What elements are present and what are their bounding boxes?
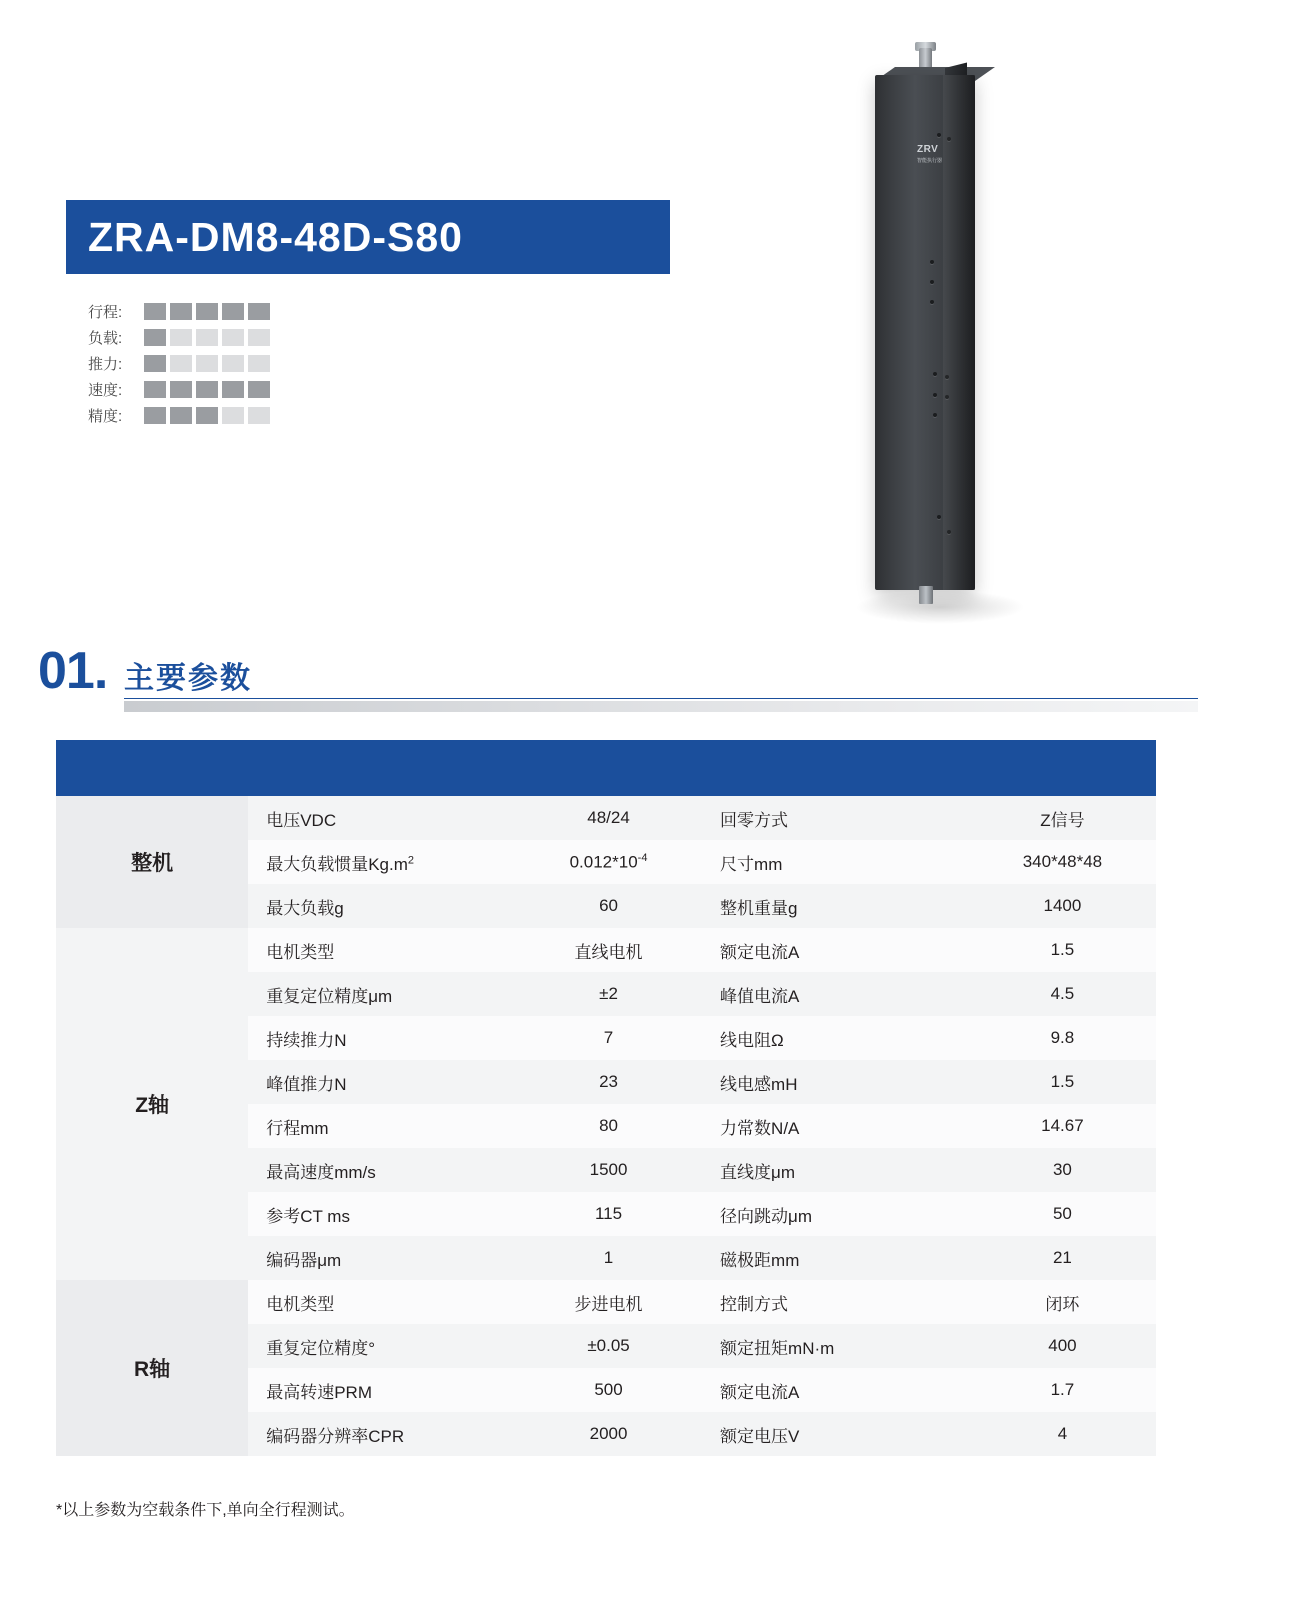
param-label: 磁极距mm xyxy=(702,1236,969,1280)
rating-block-filled xyxy=(144,355,166,372)
param-label: 线电感mH xyxy=(702,1060,969,1104)
param-value: 1.5 xyxy=(969,1060,1156,1104)
rating-label: 精度: xyxy=(88,407,123,425)
rating-block-filled xyxy=(248,303,270,320)
table-row xyxy=(56,928,1156,972)
section-title: 主要参数 xyxy=(124,662,252,695)
rating-block-empty xyxy=(170,329,192,346)
product-model-title: ZRA-DM8-48D-S80 xyxy=(88,213,463,260)
rating-block-filled xyxy=(196,381,218,398)
rating-label: 行程: xyxy=(88,303,123,321)
shaft-bottom xyxy=(919,586,933,604)
rating-label: 推力: xyxy=(88,355,123,373)
param-value: 21 xyxy=(969,1236,1156,1280)
screw-hole-icon xyxy=(937,515,941,519)
rating-block-filled xyxy=(144,329,166,346)
superscript: 2 xyxy=(407,853,415,866)
param-label: 编码器分辨率CPR xyxy=(248,1412,515,1456)
footnote: *以上参数为空载条件下,单向全行程测试。 xyxy=(56,1502,355,1519)
header-model-value xyxy=(248,740,1156,796)
param-label: 整机重量g xyxy=(702,884,969,928)
param-value: Z信号 xyxy=(969,796,1156,840)
section-number: 01. xyxy=(38,642,108,700)
param-label: 电压VDC xyxy=(248,796,515,840)
param-value: 闭环 xyxy=(969,1280,1156,1324)
param-value: 直线电机 xyxy=(515,928,702,972)
rating-label: 速度: xyxy=(88,381,123,399)
param-value: 500 xyxy=(515,1368,702,1412)
param-label: 最高转速PRM xyxy=(248,1368,515,1412)
param-value: 2000 xyxy=(515,1412,702,1456)
param-value: 60 xyxy=(515,884,702,928)
param-value: 步进电机 xyxy=(515,1280,702,1324)
param-value: 1400 xyxy=(969,884,1156,928)
param-label: 线电阻Ω xyxy=(702,1016,969,1060)
table-group-label: R轴 xyxy=(56,1280,248,1456)
product-title-banner xyxy=(66,200,670,274)
parameter-table xyxy=(56,740,1156,1456)
brand-logo-text: ZRV xyxy=(917,144,939,155)
rating-blocks xyxy=(144,381,270,398)
table-row xyxy=(56,1280,1156,1324)
product-image xyxy=(845,20,1045,620)
section-rule-thin xyxy=(124,698,1198,699)
rating-block-filled xyxy=(170,381,192,398)
rating-block-empty xyxy=(248,407,270,424)
rating-block-filled xyxy=(170,303,192,320)
rating-block-empty xyxy=(222,355,244,372)
table-header-row xyxy=(56,740,1156,796)
param-label: 额定电流A xyxy=(702,1368,969,1412)
screw-hole-icon xyxy=(947,530,951,534)
brand-logo-subtext: 智能执行器 xyxy=(917,158,943,164)
rating-block-filled xyxy=(144,407,166,424)
screw-hole-icon xyxy=(933,413,937,417)
screw-hole-icon xyxy=(947,137,951,141)
rating-blocks xyxy=(144,355,270,372)
param-label: 额定电压V xyxy=(702,1412,969,1456)
screw-hole-icon xyxy=(933,372,937,376)
screw-hole-icon xyxy=(930,260,934,264)
param-label: 最大负载g xyxy=(248,884,515,928)
param-label: 最大负载惯量$Kg.m^2$ xyxy=(248,840,515,884)
superscript: -4 xyxy=(637,851,648,864)
param-value: 1.7 xyxy=(969,1368,1156,1412)
product-shadow xyxy=(855,590,1025,624)
table-row xyxy=(56,796,1156,840)
rating-block-filled xyxy=(248,381,270,398)
param-label: 控制方式 xyxy=(702,1280,969,1324)
rating-block-empty xyxy=(196,355,218,372)
param-value: $0.012*10^{-4}$ xyxy=(515,840,702,884)
param-value: 30 xyxy=(969,1148,1156,1192)
parameter-table-body xyxy=(56,740,1156,1456)
rating-block-empty xyxy=(248,329,270,346)
param-value: ±0.05 xyxy=(515,1324,702,1368)
rating-block-filled xyxy=(144,381,166,398)
rating-block-filled xyxy=(170,407,192,424)
param-value: 115 xyxy=(515,1192,702,1236)
param-label: 最高速度mm/s xyxy=(248,1148,515,1192)
param-value: 4 xyxy=(969,1412,1156,1456)
rating-block-empty xyxy=(222,407,244,424)
param-label: 电机类型 xyxy=(248,928,515,972)
param-label: 额定扭矩mN·m xyxy=(702,1324,969,1368)
rating-block-filled xyxy=(222,381,244,398)
param-value: 48/24 xyxy=(515,796,702,840)
rating-block-filled xyxy=(144,303,166,320)
param-label: 参考CT ms xyxy=(248,1192,515,1236)
param-label: 编码器μm xyxy=(248,1236,515,1280)
rating-label: 负载: xyxy=(88,329,123,347)
rating-list xyxy=(88,298,348,428)
rating-blocks xyxy=(144,329,270,346)
brand-logo xyxy=(917,145,951,167)
param-label: 尺寸mm xyxy=(702,840,969,884)
rating-row xyxy=(88,376,348,402)
param-value: ±2 xyxy=(515,972,702,1016)
table-group-label: 整机 xyxy=(56,796,248,928)
param-value: 4.5 xyxy=(969,972,1156,1016)
param-label: 重复定位精度μm xyxy=(248,972,515,1016)
screw-hole-icon xyxy=(933,393,937,397)
screw-hole-icon xyxy=(945,395,949,399)
param-value: 23 xyxy=(515,1060,702,1104)
rating-block-empty xyxy=(170,355,192,372)
param-label: 回零方式 xyxy=(702,796,969,840)
param-value: 7 xyxy=(515,1016,702,1060)
rating-block-filled xyxy=(196,407,218,424)
rating-block-filled xyxy=(196,303,218,320)
screw-hole-icon xyxy=(930,280,934,284)
param-label: 持续推力N xyxy=(248,1016,515,1060)
rating-block-empty xyxy=(222,329,244,346)
param-value: 50 xyxy=(969,1192,1156,1236)
section-rule-thick xyxy=(124,701,1198,712)
param-label: 径向跳动μm xyxy=(702,1192,969,1236)
param-value: 340*48*48 xyxy=(969,840,1156,884)
table-group-label: Z轴 xyxy=(56,928,248,1280)
screw-hole-icon xyxy=(930,300,934,304)
rating-blocks xyxy=(144,303,270,320)
param-value: 80 xyxy=(515,1104,702,1148)
param-label: 额定电流A xyxy=(702,928,969,972)
param-label: 电机类型 xyxy=(248,1280,515,1324)
param-label: 直线度μm xyxy=(702,1148,969,1192)
screw-hole-icon xyxy=(937,133,941,137)
rating-blocks xyxy=(144,407,270,424)
rating-row xyxy=(88,350,348,376)
param-value: 1.5 xyxy=(969,928,1156,972)
screw-hole-icon xyxy=(945,375,949,379)
rating-row xyxy=(88,324,348,350)
param-label: 峰值推力N xyxy=(248,1060,515,1104)
rating-row xyxy=(88,402,348,428)
header-model-label xyxy=(56,740,248,796)
actuator-body xyxy=(875,75,975,590)
param-value: 1500 xyxy=(515,1148,702,1192)
param-value: 9.8 xyxy=(969,1016,1156,1060)
param-label: 力常数N/A xyxy=(702,1104,969,1148)
param-value: 1 xyxy=(515,1236,702,1280)
rating-block-filled xyxy=(222,303,244,320)
rating-block-empty xyxy=(248,355,270,372)
param-label: 行程mm xyxy=(248,1104,515,1148)
rating-block-empty xyxy=(196,329,218,346)
param-label: 峰值电流A xyxy=(702,972,969,1016)
param-label: 重复定位精度° xyxy=(248,1324,515,1368)
param-value: 400 xyxy=(969,1324,1156,1368)
rating-row xyxy=(88,298,348,324)
param-value: 14.67 xyxy=(969,1104,1156,1148)
